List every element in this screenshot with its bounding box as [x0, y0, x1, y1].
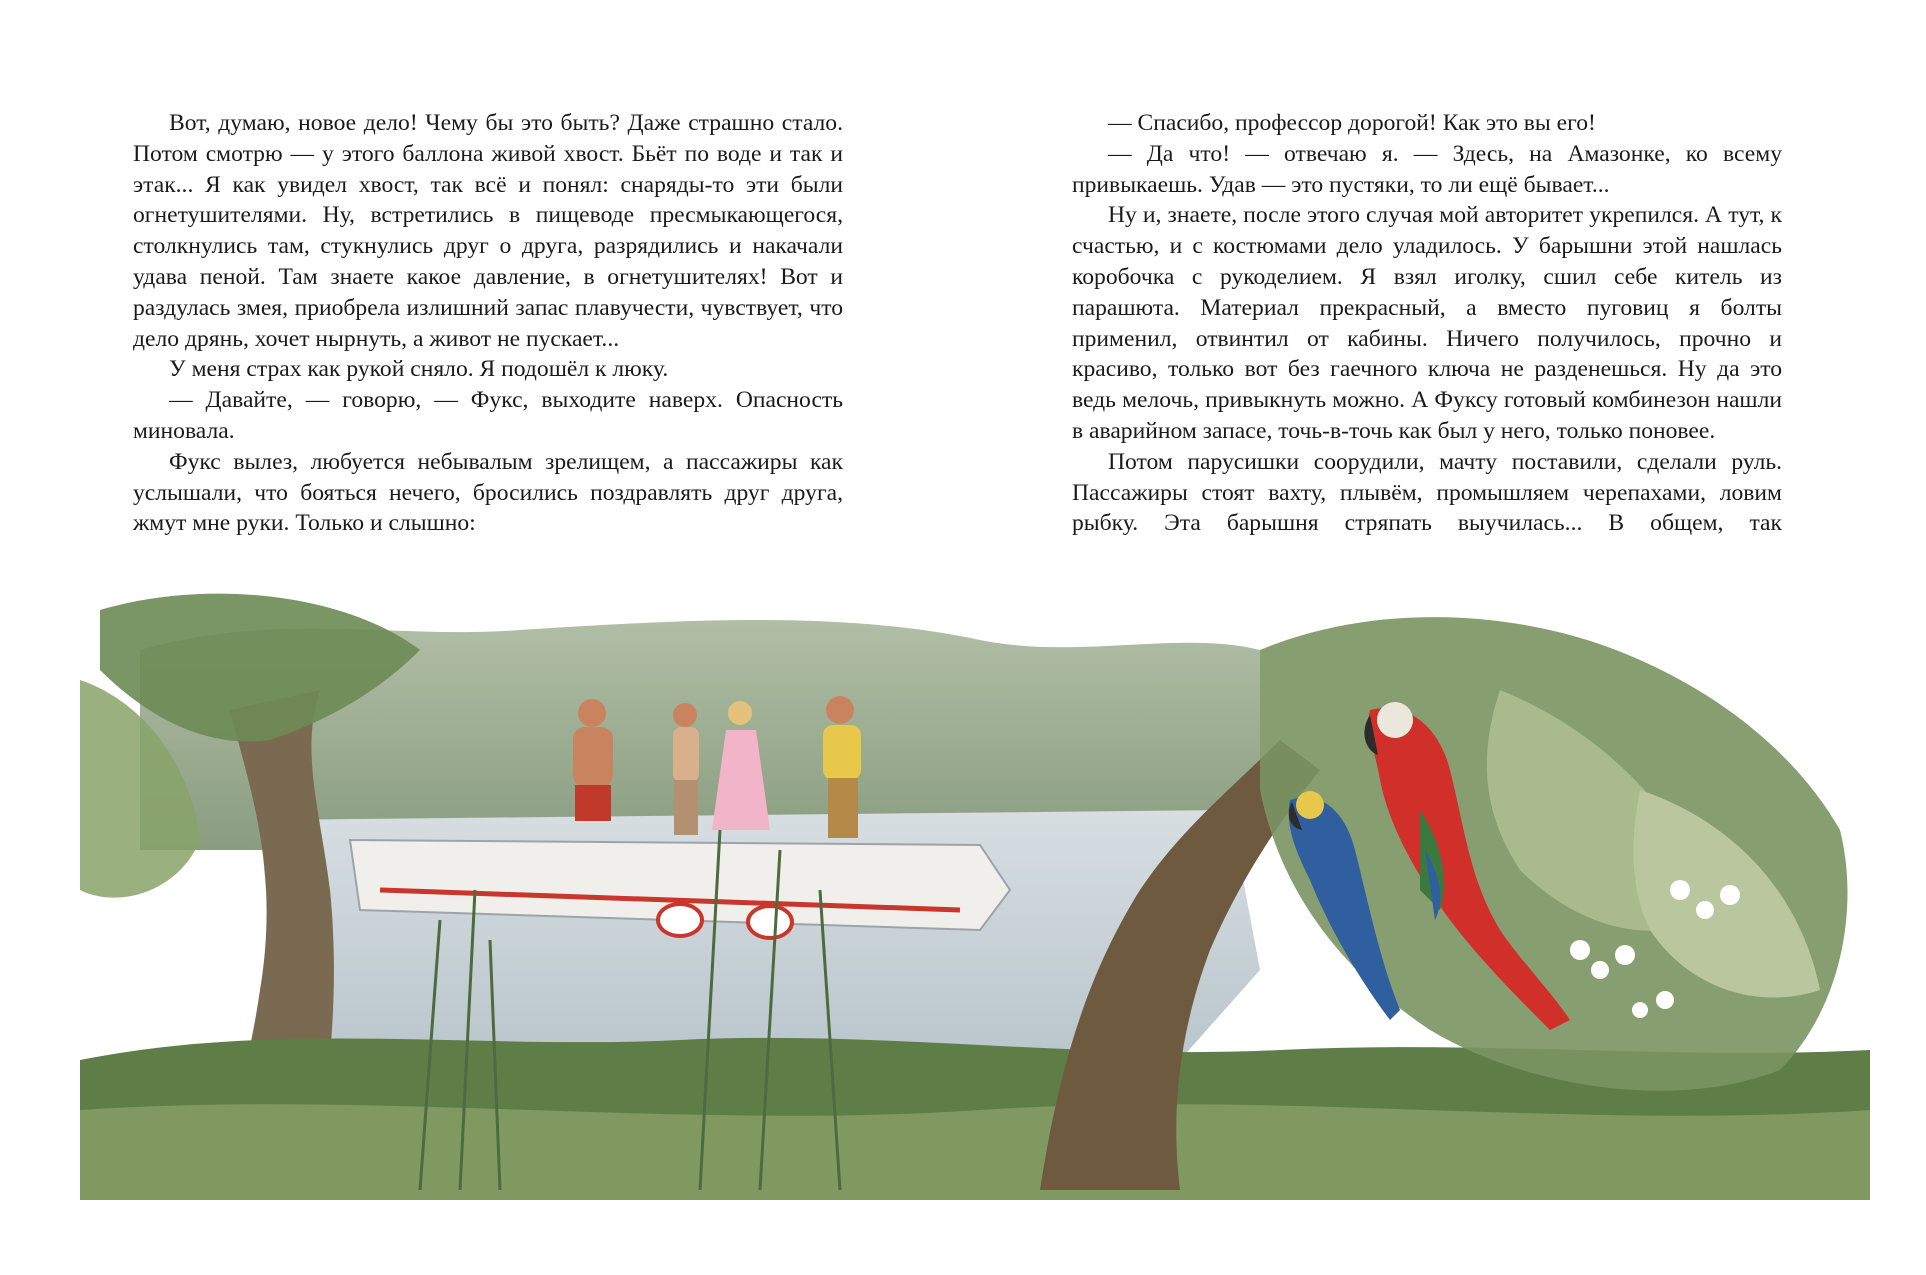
text-column-left: [133, 108, 843, 539]
jungle-river-illustration: [80, 590, 1870, 1200]
paragraph: У меня страх как рукой сняло. Я подошёл к люку.: [169, 356, 669, 383]
paragraph: — Да что! — отвечаю я. — Здесь, на Амазонке, ко всему привыкаешь. Удав — это пустяки, то ли ещё бывает...: [1072, 140, 1782, 198]
paragraph: Потом парусишки соорудили, мачту поставили, сделали руль. Пассажиры стоят вахту, плывём, промышляем черепахами, ловим рыбку. Эта барышня стряпать выучилась... В общем, так: [1072, 448, 1782, 537]
paragraph: Вот, думаю, новое дело! Чему бы это быть? Даже страшно стало. Потом смотрю — у этого баллона живой хвост. Бьёт по воде и так и этак... Я как увидел хвост, так всё и понял: снаряды-то эти были огнетушителями. Ну, встретились в пищеводе пресмыкающегося, столкнулись там, стукнулись друг о друга, разрядились и накачали удава пеной. Там знаете какое давление, в огнетушителях! Вот и раздулась змея, приобрела излишний запас плавучести, чувствует, что дело дрянь, хочет нырнуть, а живот не пускает...: [133, 110, 843, 352]
paragraph: Ну и, знаете, после этого случая мой авторитет укрепился. А тут, к счастью, и с костюмами дело уладилось. У барышни этой нашлась коробочка с рукоделием. Я взял иголку, сшил себе китель из парашюта. Материал прекрасный, а вместо пуговиц я болты применил, отвинтил от кабины. Ничего получилось, прочно и красиво, только вот без гаечного ключа не разденешься. Ну да это ведь мелочь, привыкнуть можно. А Фуксу готовый комбинезон нашли в аварийном запасе, точь-в-точь как был у него, только поновее.: [1072, 202, 1782, 444]
paragraph: — Давайте, — говорю, — Фукс, выходите наверх. Опасность миновала.: [133, 387, 843, 444]
foreground-grass: [80, 1104, 1870, 1200]
text-column-right: [1072, 108, 1782, 539]
watercolor-jungle-river-parrots-illustration: [80, 590, 1870, 1200]
paragraph: Фукс вылез, любуется небывалым зрелищем, а пассажиры как услышали, что бояться нечего, бросились поздравлять друг друга, жмут мне руки. Только и слышно:: [133, 448, 843, 537]
paragraph: — Спасибо, профессор дорогой! Как это вы его!: [1108, 110, 1596, 136]
